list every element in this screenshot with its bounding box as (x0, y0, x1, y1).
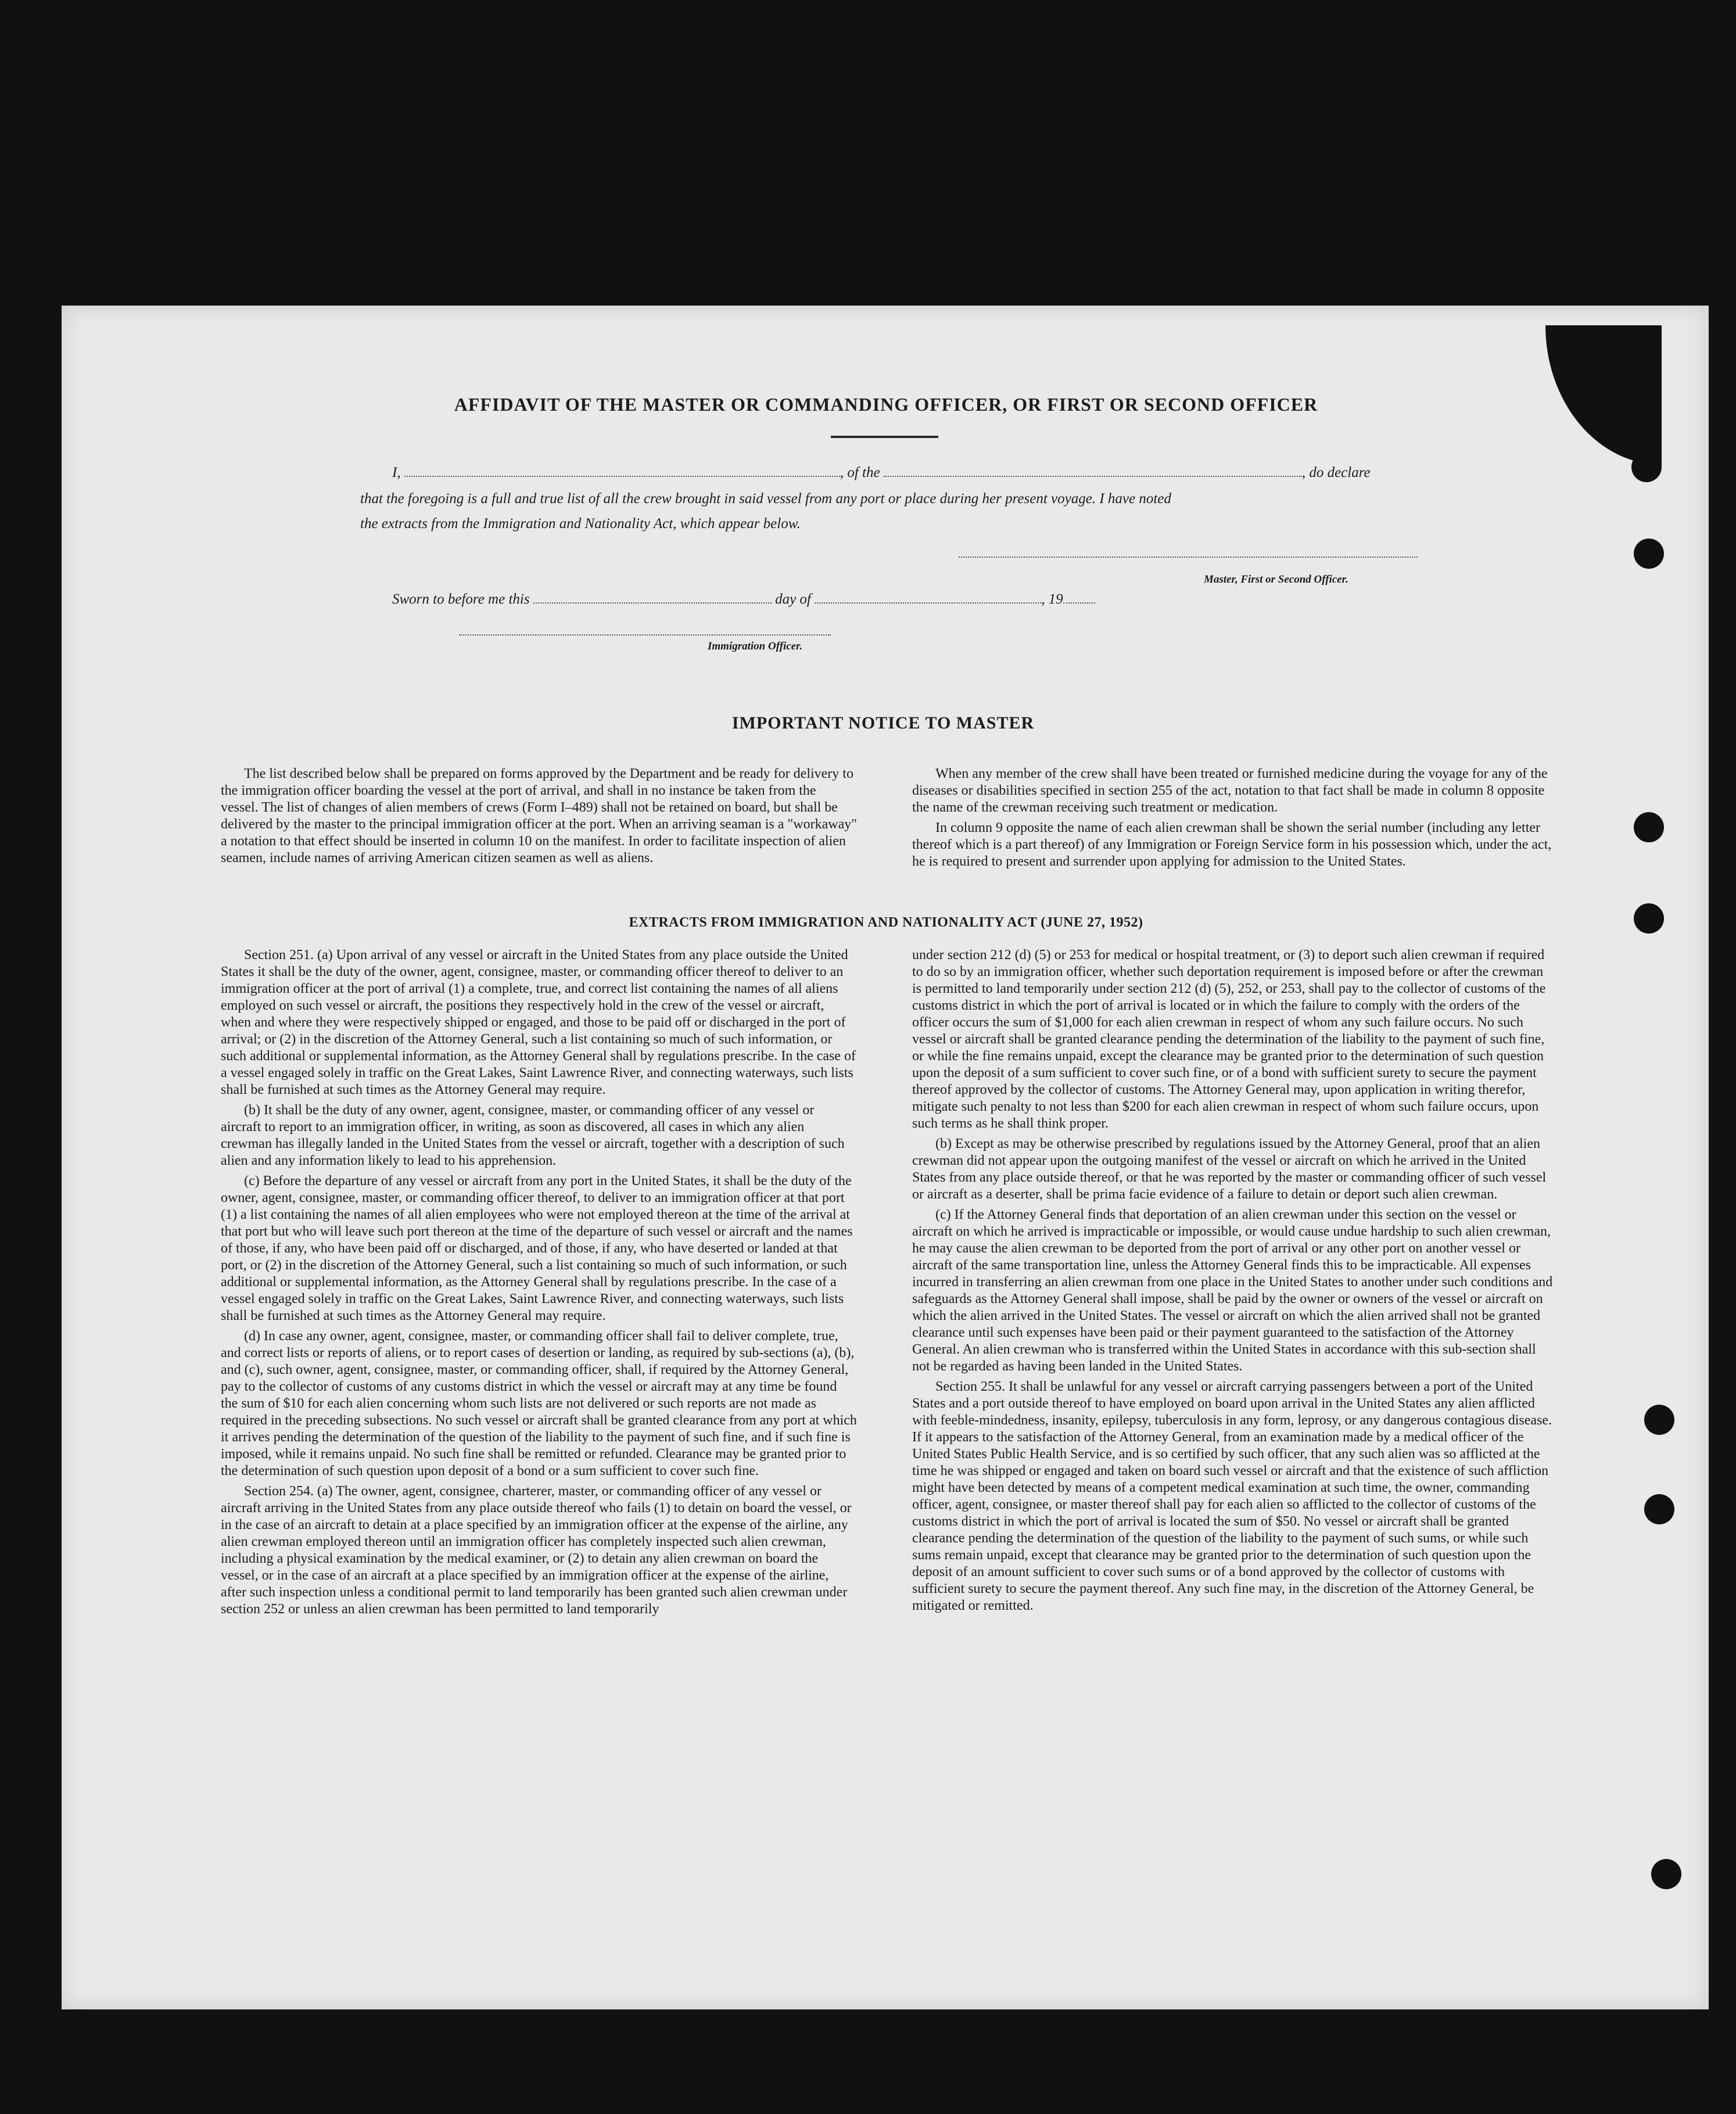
i-label: I, (392, 465, 401, 480)
notice-right-paragraph-2: In column 9 opposite the name of each alien crewman shall be shown the serial number (including any letter thereof which is a part thereof) of any Immigration or Foreign Service form in his possession which, under the act, he is required to present and surrender upon applying for admission to the United States. (912, 820, 1552, 869)
year-prefix-label: , 19 (1041, 591, 1063, 607)
year-field[interactable] (1063, 602, 1095, 604)
do-declare-label: , do declare (1301, 465, 1371, 480)
punch-hole (1644, 1494, 1674, 1524)
master-signature-line[interactable] (959, 557, 1418, 558)
section-254-c: (c) If the Attorney General finds that deportation of an alien crewman under this section on the vessel or aircraft on which he arrived is impracticable or impossible, or would cause undue hardship to such alien crewman, he may cause the alien crewman to be deported from the port of arrival or any other port on another vessel or aircraft of the same transportation line, unless the Attorney General finds this to be impracticable. All expenses incurred in transferring an alien crewman from one place in the United States to another under such conditions and safeguards as the Attorney General shall impose, shall be paid by the owner or owners of the vessel or aircraft on which the alien arrived in the United States. The vessel or aircraft on which the alien arrived shall not be granted clearance until such expenses have been paid or their payment guaranteed to the satisfaction of the Attorney General. An alien crewman who is transferred within the United States in accordance with this sub-section shall not be regarded as having been landed in the United States. (912, 1207, 1553, 1374)
sworn-label: Sworn to before me this (392, 591, 530, 607)
section-251-a: Section 251. (a) Upon arrival of any vessel or aircraft in the United States from any place outside the United States it shall be the duty of the owner, agent, consignee, master, or commanding officer thereof to deliver to an immigration officer at the port of arrival (1) a complete, true, and correct list containing the names of all aliens employed on such vessel or aircraft, the positions they respectively hold in the crew of the vessel or aircraft, when and where they were respectively shipped or engaged, and those to be paid off or discharged in the port of arrival; or (2) in the discretion of the Attorney General, such a list containing so much of such information, or such additional or supplemental information, as the Attorney General shall by regulations prescribe. In the case of a vessel engaged solely in traffic on the Great Lakes, Saint Lawrence River, and connecting waterways, such lists shall be furnished at such times as the Attorney General may require. (221, 947, 856, 1097)
section-251-c: (c) Before the departure of any vessel or aircraft from any port in the United States, it shall be the duty of the owner, agent, consignee, master, or commanding officer thereof, to deliver to an immigration officer at that port (1) a list containing the names of all alien employees who were not employed thereon at the time of the arrival at that port but who will leave such port thereon at the time of the departure of such vessel or aircraft and the names of those, if any, who have been paid off or discharged, and of those, if any, who have deserted or landed at that port, or (2) in the discretion of the Attorney General, such a list containing so much of such information, or such additional or supplemental information, as the Attorney General shall by regulations prescribe. In the case of a vessel engaged solely in traffic on the Great Lakes, Saint Lawrence River, and connecting waterways, such lists shall be furnished at such times as the Attorney General may require. (221, 1173, 853, 1323)
section-251-d: (d) In case any owner, agent, consignee, master, or commanding officer shall fail to deliver complete, true, and correct lists or reports of aliens, or to report cases of desertion or landing, as required by sub-sections (a), (b), and (c), such owner, agent, consignee, master, or commanding officer, shall, if required by the Attorney General, pay to the collector of customs of any customs district in which the vessel or aircraft may at any time be found the sum of $10 for each alien concerning whom such lists are not delivered or such reports are not made as required in the preceding subsections. No such vessel or aircraft shall be granted clearance from any port at which it arrives pending the determination of the question of the liability to the payment of such fine, and if such fine is imposed, while it remains unpaid. No such fine shall be remitted or refunded. Clearance may be granted prior to the determination of such question upon deposit of a bond or a sum sufficient to cover such fine. (221, 1329, 857, 1478)
extracts-title: EXTRACTS FROM IMMIGRATION AND NATIONALITY ACT (JUNE 27, 1952) (629, 915, 1143, 930)
name-field[interactable] (404, 476, 840, 477)
notice-left-column (221, 766, 857, 899)
punch-hole (1651, 1859, 1681, 1889)
punch-hole (1631, 452, 1662, 482)
sworn-day-field[interactable] (533, 602, 772, 604)
section-251-b: (b) It shall be the duty of any owner, agent, consignee, master, or commanding officer of any vessel or aircraft to report to an immigration officer, in writing, as soon as discovered, all cases in which any alien crewman has illegally landed in the United States from the vessel or aircraft, together with a description of such alien and any information likely to lead to his apprehension. (221, 1103, 845, 1168)
month-field[interactable] (815, 602, 1041, 604)
punch-hole (1634, 539, 1664, 569)
of-the-label: , of the (840, 465, 880, 480)
section-254-a-continued: under section 212 (d) (5) or 253 for medical or hospital treatment, or (3) to deport such alien crewman if required to do so by an immigration officer, whether such deportation requirement is imposed before or after the crewman is permitted to land temporarily under section 212 (d) (5), 252, or 253, shall pay to the collector of customs of the customs district in which the port of arrival is located or in which the failure to comply with the orders of the officer occurs the sum of $1,000 for each alien crewman in respect of whom any such failure occurs. No such vessel or aircraft shall be granted clearance pending the determination of the liability to the payment of such fine, or while the fine remains unpaid, except the clearance may be granted prior to the determination of such question upon the deposit of a sum sufficient to cover such fine, or of a bond with sufficient surety to secure the payment thereof approved by the collector of customs. The Attorney General may, upon application in writing therefor, mitigate such penalty to not less than $200 for each alien crewman in respect of whom such failure occurs, upon such terms as he shall think proper. (912, 947, 1546, 1131)
section-255: Section 255. It shall be unlawful for any vessel or aircraft carrying passengers between a port of the United States and a port outside thereof to have employed on board upon arrival in the United States any alien afflicted with feeble-mindedness, insanity, epilepsy, tuberculosis in any form, leprosy, or any dangerous contagious disease. If it appears to the satisfaction of the Attorney General, from an examination made by a medical officer of the United States Public Health Service, and is so certified by such officer, that any such alien was so afflicted at the time he was shipped or engaged and taken on board such vessel or aircraft and that the existence of such affliction might have been detected by means of a competent medical examination at such time, the owner, commanding officer, agent, consignee, or master thereof shall pay for each alien so afflicted to the collector of customs of the customs district in which the port of arrival is located the sum of $50. No vessel or aircraft shall be granted clearance pending the determination of the question of the liability to the payment of such sums, or while such sums remain unpaid, except that clearance may be granted prior to the determination of such question upon the deposit of an amount sufficient to cover such sums or of a bond approved by the collector of customs with sufficient surety to secure the payment thereof. Any such fine may, in the discretion of the Attorney General, be mitigated or remitted. (912, 1379, 1552, 1613)
vessel-field[interactable] (884, 476, 1302, 477)
immigration-officer-signature-line[interactable] (459, 634, 831, 636)
title-rule (831, 436, 938, 438)
notice-right-column (912, 766, 1554, 905)
master-label: Master, First or Second Officer. (1204, 573, 1348, 586)
punch-hole (1644, 1405, 1674, 1435)
notice-right-paragraph-1: When any member of the crew shall have been treated or furnished medicine during the voyage for any of the diseases or disabilities specified in section 255 of the act, notation to that fact shall be made in column 8 opposite the name of the crewman receiving such treatment or medication. (912, 766, 1548, 815)
declaration-line-1 (392, 465, 1371, 481)
extracts-left-column (221, 947, 857, 1827)
declaration-line-3: the extracts from the Immigration and Nationality Act, which appear below. (360, 516, 801, 532)
section-254-b: (b) Except as may be otherwise prescribed by regulations issued by the Attorney General, proof that an alien crewman did not appear upon the outgoing manifest of the vessel or aircraft on which he arrived in the United States from any place outside thereof, or that he was reported by the master or commanding officer of such vessel or aircraft as a deserter, shall be prima facie evidence of a failure to detain or deport such alien crewman. (912, 1136, 1547, 1202)
day-of-label: day of (775, 591, 811, 607)
declaration-line-2: that the foregoing is a full and true list of all the crew brought in said vessel from any port or place during her present voyage. I have noted (360, 491, 1171, 507)
section-254-a: Section 254. (a) The owner, agent, consignee, charterer, master, or commanding officer of any vessel or aircraft arriving in the United States from any place outside thereof who fails (1) to detain on board the vessel, or in the case of an aircraft to detain at a place specified by an immigration officer at the expense of the airline, any alien crewman employed thereon until an immigration officer has completely inspected such alien crewman, including a physical examination by the medical examiner, or (2) to detain any alien crewman on board the vessel, or in the case of an aircraft at a place specified by an immigration officer at the expense of the airline, after such inspection unless a conditional permit to land temporarily has been granted such alien crewman under section 252 or unless an alien crewman has been permitted to land temporarily (221, 1484, 852, 1617)
immigration-officer-label: Immigration Officer. (708, 640, 803, 652)
notice-left-paragraph: The list described below shall be prepared on forms approved by the Department and be ready for delivery to the immigration officer boarding the vessel at the port of arrival, and shall in no instance be taken from the vessel. The list of changes of alien members of crews (Form I–489) shall not be retained on board, but shall be delivered by the master to the principal immigration officer at the port. When an arriving seaman is a "workaway" a notation to that effect should be inserted in column 10 on the manifest. In order to facilitate inspection of alien seamen, include names of arriving American citizen seamen as well as aliens. (221, 766, 857, 866)
punch-hole (1634, 812, 1664, 842)
notice-title: IMPORTANT NOTICE TO MASTER (731, 713, 1035, 733)
sworn-line (392, 591, 1095, 608)
extracts-right-column (912, 947, 1554, 1833)
punch-hole (1634, 903, 1664, 934)
affidavit-title: AFFIDAVIT OF THE MASTER OR COMMANDING OFFICER, OR FIRST OR SECOND OFFICER (454, 394, 1318, 415)
